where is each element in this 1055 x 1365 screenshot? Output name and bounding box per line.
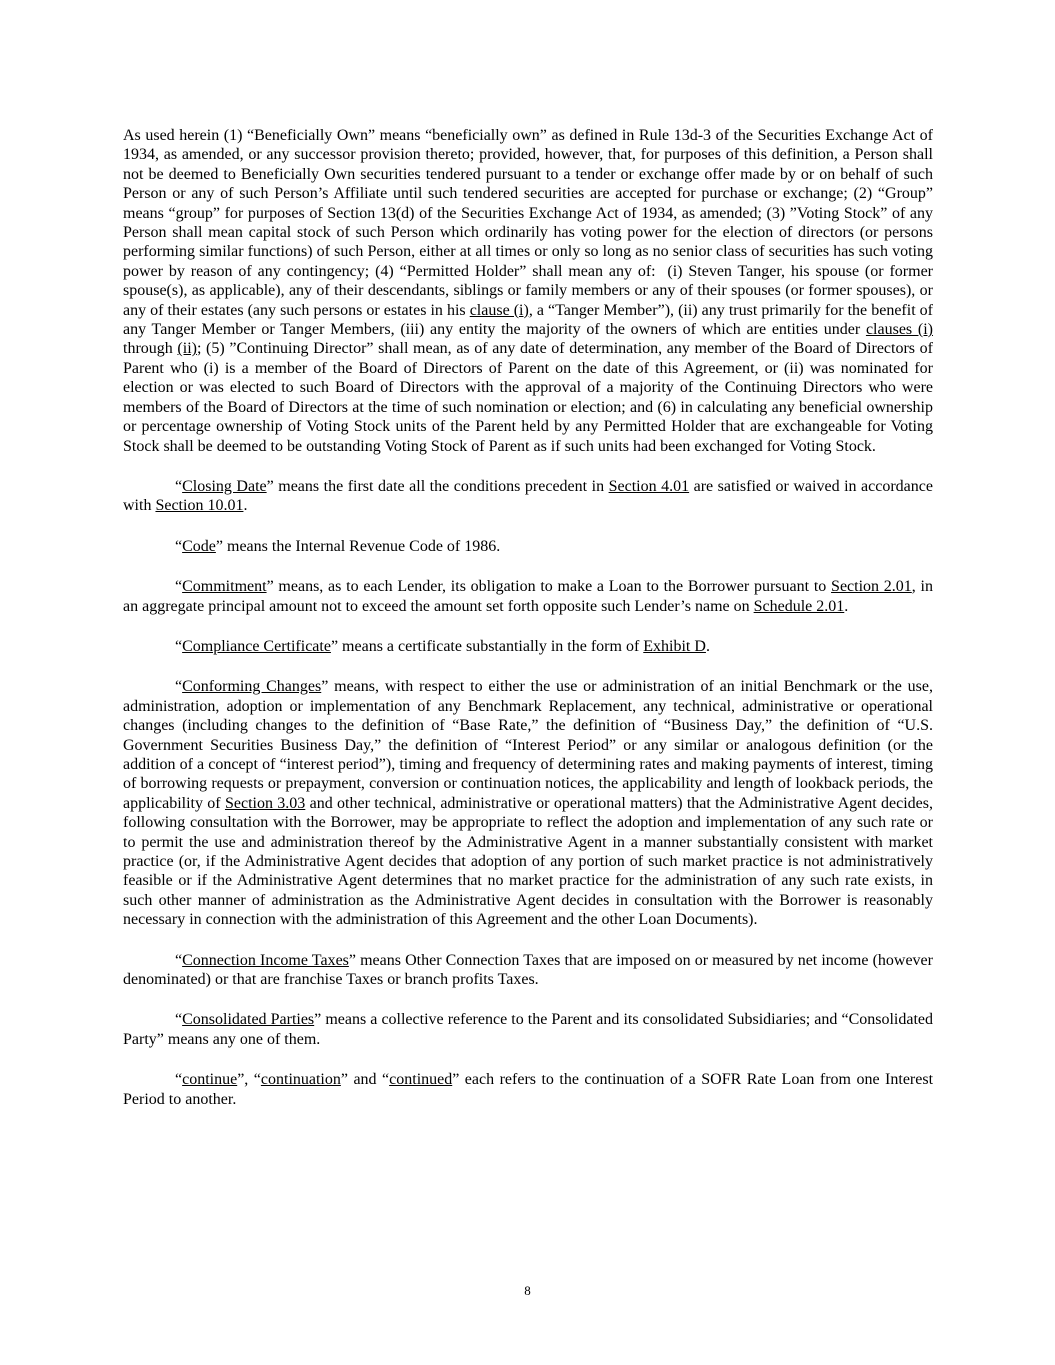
- underlined-term: Conforming Changes: [182, 678, 322, 696]
- paragraph-conforming-changes-definition: “Conforming Changes” means, with respect to either the use or administration of an initial Benchmark or the use, administration, adoption or implementation of any Benchmark Replacement, any technical, administrative or operational changes (including changes to the definition of “Base Rate,” the definition of “Business Day,” the definition of “U.S. Government Securities Business Day,” the definition of “Interest Period” or any similar or analogous definition (or the addition of a concept of “interest period”), timing and frequency of determining rates and making payments of interest, timing of borrowing requests or prepayment, conversion or continuation notices, the applicability and length of lookback periods, the applicability of Section 3.03 and other technical, administrative or operational matters) that the Administrative Agent decides, following consultation with the Borrower, may be appropriate to reflect the adoption and implementation of any such rate or to permit the use and administration thereof by the Administrative Agent in a manner substantially consistent with market practice (or, if the Administrative Agent decides that adoption of any portion of such market practice is not administratively feasible or if the Administrative Agent determines that no market practice for the administration of any such rate exists, in such other manner of administration as the Administrative Agent decides in consultation with the Borrower is reasonably necessary in connection with the administration of this Agreement and the other Loan Documents).: [123, 678, 934, 929]
- paragraph-code-definition: “Code” means the Internal Revenue Code of 1986.: [175, 537, 501, 555]
- underlined-term: Section 2.01: [831, 578, 912, 596]
- paragraph-compliance-certificate-definition: “Compliance Certificate” means a certificate substantially in the form of Exhibit D.: [175, 637, 710, 655]
- underlined-term: continued: [389, 1071, 453, 1089]
- paragraph-closing-date-definition: “Closing Date” means the first date all the conditions precedent in Section 4.01 are satisfied or waived in accordance with Section 10.01.: [123, 477, 933, 515]
- paragraph-beneficially-own-definitions: As used herein (1) “Beneficially Own” means “beneficially own” as defined in Rule 13d-3 of the Securities Exchange Act of 1934, as amended, or any successor provision thereto; provided, however, that, for purposes of this definition, a Person shall not be deemed to Beneficially Own securities tendered pursuant to a tender or exchange offer made by or on behalf of such Person or any of such Person’s Affiliate until such tendered securities are accepted for purchase or exchange; (2) “Group” means “group” for purposes of Section 13(d) of the Securities Exchange Act of 1934, as amended; (3) ”Voting Stock” of any Person shall mean capital stock of such Person which ordinarily has voting power for the election of directors (or persons performing similar functions) of such Person, either at all times or only so long as no senior class of securities has such voting power by reason of any contingency; (4) “Permitted Holder” shall mean any of: (i) Steven Tanger, his spouse (or former spouse(s), as applicable), any of their descendants, siblings or family members or any of their spouses (or former spouses), or any of their estates (any such persons or estates in his clause (i), a “Tanger Member”), (ii) any trust primarily for the benefit of any Tanger Member or Tanger Members, (iii) any entity the majority of the owners of which are entities under clauses (i) through (ii); (5) ”Continuing Director” shall mean, as of any date of determination, any member of the Board of Directors of Parent who (i) is a member of the Board of Directors of Parent on the date of this Agreement, or (ii) was nominated for election or was elected to such Board of Directors with the approval of a majority of the Continuing Directors who were members of the Board of Directors at the time of such nomination or election; and (6) in calculating any beneficial ownership or percentage ownership of Voting Stock units of the Parent held by any Permitted Holder that are exchangeable for Voting Stock shall be deemed to be outstanding Voting Stock of Parent as if such units had been exchanged for Voting Stock.: [123, 127, 934, 455]
- underlined-term: Schedule 2.01: [753, 597, 845, 615]
- underlined-term: Exhibit D: [643, 637, 706, 655]
- underlined-term: Section 3.03: [224, 794, 306, 812]
- underlined-term: Closing Date: [182, 477, 267, 495]
- underlined-term: Connection Income Taxes: [182, 951, 349, 969]
- paragraph-commitment-definition: “Commitment” means, as to each Lender, its obligation to make a Loan to the Borrower pursuant to Section 2.01, in an aggregate principal amount not to exceed the amount set forth opposite such Lender’s name on Schedule 2.01.: [123, 578, 933, 615]
- underlined-term: Compliance Certificate: [182, 637, 331, 655]
- underlined-term: Commitment: [182, 578, 267, 596]
- underlined-term: continuation: [260, 1071, 341, 1089]
- underlined-term: (ii): [177, 340, 197, 358]
- document-body: [123, 126, 933, 1130]
- paragraph-consolidated-parties-definition: “Consolidated Parties” means a collective reference to the Parent and its consolidated Subsidiaries; and “Consolidated Party” means any one of them.: [123, 1011, 934, 1048]
- underlined-term: Section 4.01: [608, 477, 690, 495]
- underlined-term: clause (i): [469, 301, 529, 319]
- underlined-term: Section 10.01: [155, 497, 244, 515]
- underlined-term: continue: [182, 1071, 238, 1089]
- underlined-term: clauses (i): [865, 321, 933, 339]
- paragraph-connection-income-taxes-definition: “Connection Income Taxes” means Other Connection Taxes that are imposed on or measured by net income (however denominated) or that are franchise Taxes or branch profits Taxes.: [123, 951, 933, 989]
- underlined-term: Code: [182, 537, 216, 555]
- underlined-term: Consolidated Parties: [182, 1011, 315, 1029]
- page-number: 8: [524, 1283, 531, 1298]
- paragraph-continue-definition: “continue”, “continuation” and “continued” each refers to the continuation of a SOFR Rate Loan from one Interest Period to another.: [123, 1071, 934, 1108]
